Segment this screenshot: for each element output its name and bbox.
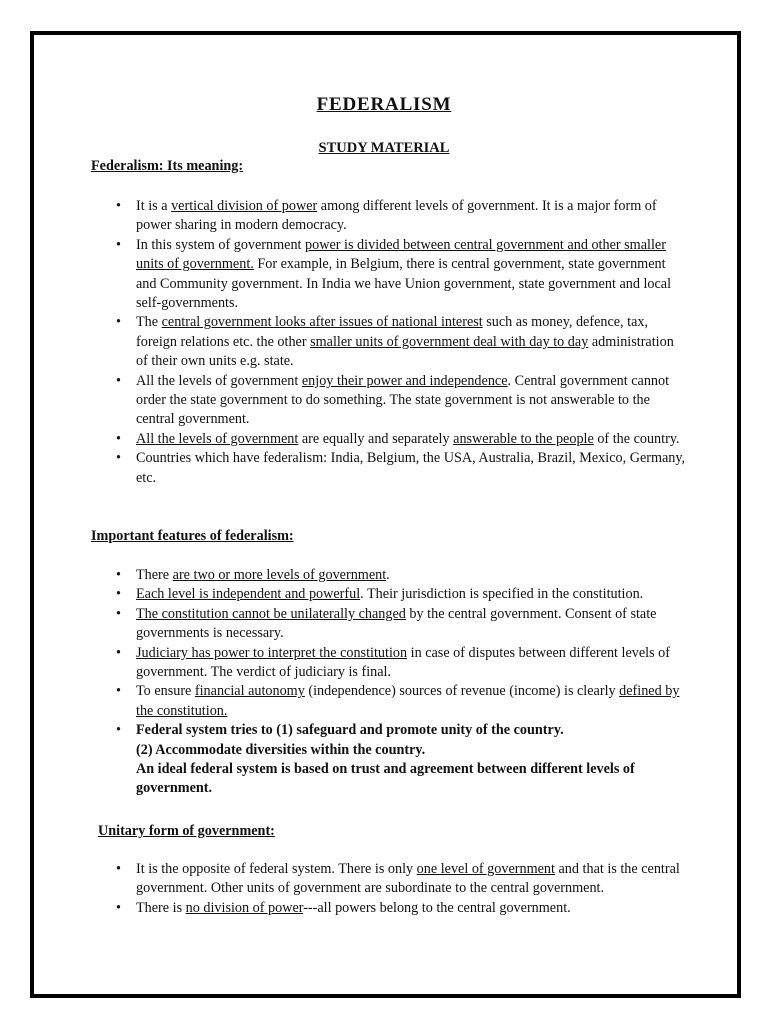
text-segment: and that is the central government. Other units of government are subordinate to the central government. (136, 861, 680, 897)
underlined-text: Judiciary has power to interpret the constitution (136, 644, 408, 661)
section-heading-meaning: Federalism: Its meaning: (91, 158, 244, 174)
text-segment: The (136, 314, 162, 331)
underlined-text: vertical division of power (171, 198, 318, 214)
text-segment: ---all powers belong to the central government. (303, 899, 571, 916)
list-item (116, 605, 686, 644)
underlined-text: one level of government (416, 861, 555, 877)
underlined-text: defined by the constitution. (136, 683, 680, 719)
text-segment: In this system of government (136, 236, 306, 253)
underlined-text: no division of power (185, 899, 304, 916)
meaning-list (116, 197, 686, 488)
underlined-text: enjoy their power and independence (301, 372, 508, 389)
text-segment: are equally and separately (298, 430, 454, 447)
underlined-text: power is divided between central government and other smaller units of government. (136, 236, 666, 273)
list-item (116, 860, 686, 899)
features-list (116, 566, 686, 799)
list-item (116, 682, 686, 721)
list-item (116, 372, 686, 430)
text-segment: in case of disputes between different levels of government. The verdict of judiciary is final. (136, 644, 670, 681)
text-segment: by the central government. Consent of state governments is necessary. (136, 605, 657, 642)
text-segment: For example, in Belgium, there is central government, state government and Community government. In India we have Union government, state government and local self-governments. (136, 256, 672, 312)
list-item (116, 644, 686, 683)
text-segment: To ensure (136, 683, 195, 700)
text-segment: It is a (136, 198, 172, 214)
text-segment: (independence) sources of revenue (income) is clearly (304, 683, 620, 700)
text-segment: administration of their own units e.g. state. (136, 333, 674, 370)
underlined-text: Each level is independent and powerful (136, 586, 361, 603)
text-segment: of the country. (593, 430, 680, 447)
document-title: FEDERALISM (316, 94, 452, 115)
document-subtitle: STUDY MATERIAL (318, 140, 450, 156)
text-segment: Countries which have federalism: India, Belgium, the USA, Australia, Brazil, Mexico, Germany, etc. (136, 450, 686, 486)
list-item (116, 313, 686, 371)
underlined-text: smaller units of government deal with day to day (310, 333, 589, 350)
underlined-text: are two or more levels of government (172, 567, 387, 583)
text-segment: such as money, defence, tax, foreign relations etc. the other (136, 314, 649, 350)
underlined-text: answerable to the people (453, 430, 594, 447)
list-item (116, 585, 686, 604)
bold-text: An ideal federal system is based on trust and agreement between different levels of government. (136, 761, 635, 797)
list-item (116, 899, 686, 918)
underlined-text: The constitution cannot be unilaterally changed (136, 605, 406, 622)
text-segment: among different levels of government. It is a major form of power sharing in modern democracy. (136, 198, 657, 234)
unitary-list (116, 860, 686, 918)
section-heading-unitary: Unitary form of government: (98, 823, 275, 839)
text-segment: There is (136, 899, 186, 916)
section-heading-features: Important features of federalism: (91, 528, 294, 544)
bold-text: Federal system tries to (1) safeguard and promote unity of the country. (136, 722, 564, 739)
list-item (116, 721, 686, 799)
underlined-text: financial autonomy (194, 683, 305, 700)
underlined-text: central government looks after issues of national interest (161, 314, 483, 331)
bold-text: (2) Accommodate diversities within the country. (136, 741, 426, 758)
list-item (116, 449, 686, 488)
underlined-text: All the levels of government (136, 430, 299, 447)
list-item (116, 197, 686, 236)
text-segment: All the levels of government (136, 372, 302, 389)
text-segment: There (136, 567, 173, 583)
list-item (116, 566, 686, 585)
text-segment: It is the opposite of federal system. There is only (136, 861, 417, 877)
text-segment: . (386, 567, 390, 583)
list-item (116, 236, 686, 314)
list-item (116, 430, 686, 449)
text-segment: . Central government cannot order the state government to do something. The state government is not answerable to the central government. (136, 372, 670, 428)
text-segment: . Their jurisdiction is specified in the constitution. (360, 586, 644, 603)
